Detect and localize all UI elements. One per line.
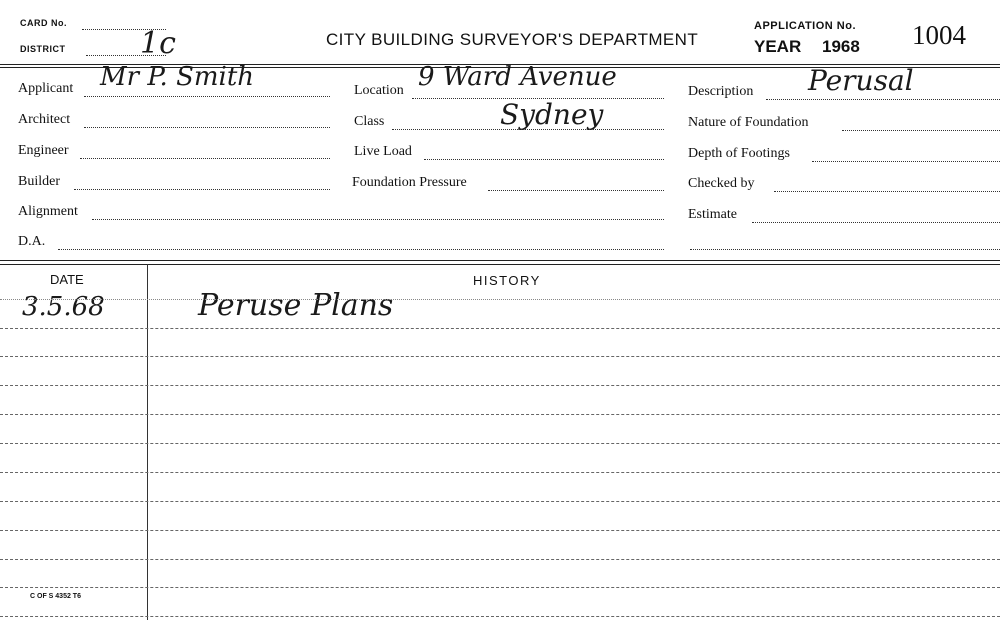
history-line [0,472,1000,473]
history-line [0,385,1000,386]
builder-label: Builder [18,174,60,189]
date-header: DATE [50,272,84,287]
history-line [0,414,1000,415]
nature-label: Nature of Foundation [688,115,809,130]
da-line [58,249,664,250]
date-column-divider [147,264,148,620]
alignment-label: Alignment [18,204,78,219]
history-line [0,530,1000,531]
location-value-2: Sydney [500,98,604,131]
year-label: YEAR [754,37,802,56]
history-line [0,328,1000,329]
nature-line [842,130,1000,131]
department-title: CITY BUILDING SURVEYOR'S DEPARTMENT [326,30,699,49]
location-value: 9 Ward Avenue [418,62,617,92]
description-value: Perusal [808,64,914,97]
history-rule-2 [0,264,1000,265]
depth-label: Depth of Footings [688,146,790,161]
depth-line [812,161,1000,162]
form-code: C OF S 4352 T6 [30,593,81,600]
history-line [0,501,1000,502]
history-entry-date: 3.5.68 [22,292,105,322]
history-line [0,616,1000,617]
class-line [392,129,664,130]
year-value: 1968 [822,37,860,56]
history-line [0,443,1000,444]
history-line [0,559,1000,560]
engineer-line [80,158,330,159]
history-line [0,299,1000,300]
live-load-line [424,159,664,160]
foundation-pressure-label: Foundation Pressure [352,175,467,190]
live-load-label: Live Load [354,144,412,159]
alignment-line [92,219,664,220]
history-rule [0,260,1000,261]
card-no-label: CARD No. [20,18,67,28]
application-number: 1004 [912,20,966,50]
checked-label: Checked by [688,176,755,191]
applicant-label: Applicant [18,81,74,96]
history-header: HISTORY [473,273,541,288]
history-line [0,587,1000,588]
history-entry-text: Peruse Plans [198,288,394,323]
checked-line [774,191,1000,192]
architect-line [84,127,330,128]
da-label: D.A. [18,234,46,249]
engineer-label: Engineer [18,143,69,158]
applicant-line [84,96,330,97]
foundation-pressure-line [488,190,664,191]
blank-line [690,249,1000,250]
estimate-line [752,222,1000,223]
application-label: APPLICATION No. [754,20,857,32]
class-label: Class [354,114,385,129]
architect-label: Architect [18,112,71,127]
description-label: Description [688,84,754,99]
estimate-label: Estimate [688,207,737,222]
history-line [0,356,1000,357]
builder-line [74,189,330,190]
description-line [766,99,1000,100]
district-label: DISTRICT [20,44,66,54]
applicant-value: Mr P. Smith [100,62,255,92]
location-label: Location [354,83,404,98]
district-value: 1c [140,26,176,61]
